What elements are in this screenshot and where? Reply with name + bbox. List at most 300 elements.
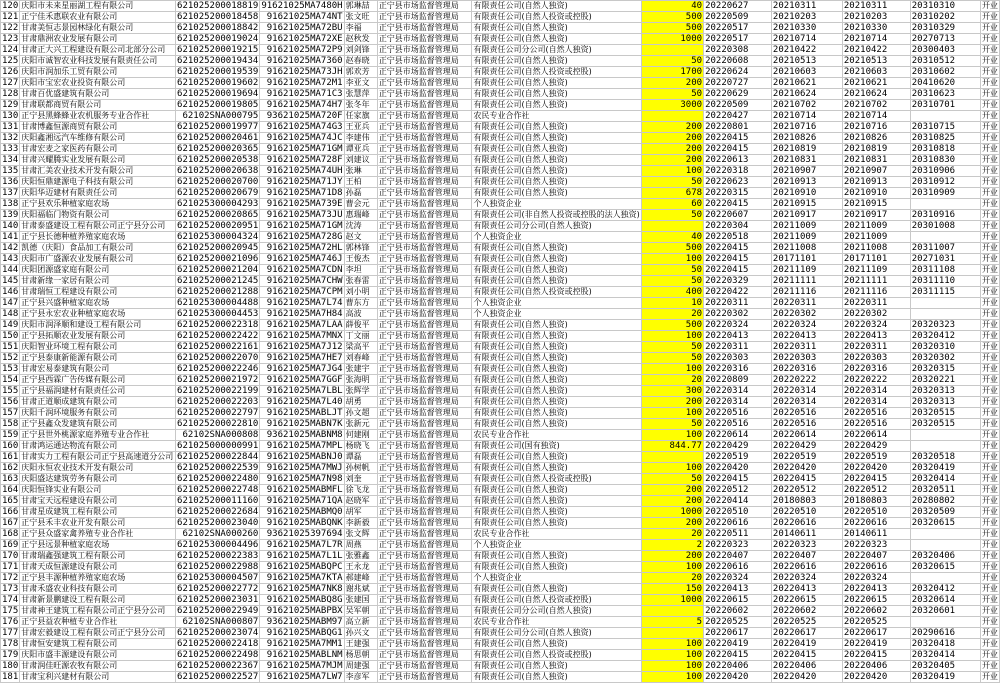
company-type-cell[interactable]: 农民专业合作社: [472, 430, 641, 441]
business-start-cell[interactable]: 20220614: [842, 430, 910, 441]
credit-code-cell[interactable]: 91621025MA739E: [260, 199, 344, 210]
business-start-cell[interactable]: 20220615: [842, 595, 910, 606]
credit-code-cell[interactable]: 91621025MA73JH: [260, 67, 344, 78]
company-name-cell[interactable]: 甘肃博鑫恒源商贸有限公司: [20, 122, 176, 133]
business-end-cell[interactable]: [910, 111, 980, 122]
row-number-cell[interactable]: 144: [2, 265, 19, 275]
status-cell[interactable]: 开业: [981, 188, 998, 197]
company-type-cell[interactable]: 有限责任公司(自然人独资): [472, 353, 641, 364]
approval-date-cell[interactable]: 20220406: [704, 661, 772, 672]
company-type-cell[interactable]: 有限责任公司(自然人独资): [472, 342, 641, 353]
capital-cell[interactable]: 200: [641, 155, 703, 166]
company-name-cell[interactable]: 甘肃瑞恒工程建设有限公司: [20, 287, 176, 298]
business-end-cell[interactable]: [910, 573, 980, 584]
established-date-cell[interactable]: 20140611: [771, 529, 842, 540]
business-end-cell[interactable]: [910, 617, 980, 628]
business-end-cell[interactable]: 20300403: [910, 45, 980, 56]
company-type-cell[interactable]: 个人独资企业: [472, 309, 641, 320]
business-start-cell[interactable]: 20211111: [842, 276, 910, 287]
established-date-cell[interactable]: 20210714: [771, 34, 842, 45]
business-end-cell[interactable]: 20320515: [910, 408, 980, 419]
registration-number-cell[interactable]: 621025200019434: [177, 56, 259, 66]
established-date-cell[interactable]: 20180803: [771, 496, 842, 507]
company-name-cell[interactable]: 甘肃恒安建筑工程有限公司: [20, 639, 176, 650]
authority-cell[interactable]: 正宁县市场监督管理局: [377, 166, 472, 177]
established-date-cell[interactable]: 20210831: [771, 155, 842, 166]
status-cell[interactable]: 开业: [981, 276, 998, 285]
row-number-cell[interactable]: 122: [2, 23, 19, 33]
status-cell[interactable]: 开业: [981, 540, 998, 549]
company-name-cell[interactable]: 庆阳智业环境工程有限公司: [20, 342, 176, 353]
authority-cell[interactable]: 正宁县市场监督管理局: [377, 375, 472, 386]
established-date-cell[interactable]: 20211009: [771, 221, 842, 232]
established-date-cell[interactable]: 20220413: [771, 331, 842, 342]
capital-cell[interactable]: 300: [641, 386, 703, 397]
registration-number-cell[interactable]: 621025200019024: [177, 34, 259, 44]
company-type-cell[interactable]: 有限责任公司(自然人独资): [472, 320, 641, 331]
business-end-cell[interactable]: 20271031: [910, 254, 980, 265]
credit-code-cell[interactable]: 91621025MA7MWJ: [260, 463, 344, 474]
company-type-cell[interactable]: 有限责任公司分公司(自然人独资): [472, 221, 641, 232]
authority-cell[interactable]: 正宁县市场监督管理局: [377, 650, 472, 661]
registration-number-cell[interactable]: 621025200018819: [177, 1, 259, 11]
row-number-cell[interactable]: 166: [2, 507, 19, 517]
legal-rep-cell[interactable]: 薛俊平: [344, 320, 377, 331]
capital-cell[interactable]: 200: [641, 78, 703, 89]
capital-cell[interactable]: 60: [641, 199, 703, 210]
legal-rep-cell[interactable]: 何建刚: [344, 430, 377, 441]
company-name-cell[interactable]: 甘肃鼎洲农业发展有限公司: [20, 34, 176, 45]
credit-code-cell[interactable]: 91621025MA72BU: [260, 23, 344, 34]
authority-cell[interactable]: 正宁县市场监督管理局: [377, 518, 472, 529]
capital-cell[interactable]: 844.77: [641, 441, 703, 452]
business-end-cell[interactable]: 20320405: [910, 661, 980, 672]
registration-number-cell[interactable]: 621025300004496: [177, 540, 259, 550]
company-name-cell[interactable]: 甘肃鸿运通达物流有限公司: [20, 441, 176, 452]
legal-rep-cell[interactable]: 徐飞龙: [344, 485, 377, 496]
business-end-cell[interactable]: 20310906: [910, 166, 980, 177]
established-date-cell[interactable]: 20210714: [771, 111, 842, 122]
business-start-cell[interactable]: 20210913: [842, 177, 910, 188]
credit-code-cell[interactable]: 91621025MA7L40: [260, 397, 344, 408]
company-type-cell[interactable]: 农民专业合作社: [472, 617, 641, 628]
capital-cell[interactable]: 100: [641, 331, 703, 342]
approval-date-cell[interactable]: 20220509: [704, 100, 772, 111]
status-cell[interactable]: 开业: [981, 100, 998, 109]
registration-number-cell[interactable]: 621025200020700: [177, 177, 259, 187]
capital-cell[interactable]: 10: [641, 298, 703, 309]
row-number-cell[interactable]: 140: [2, 221, 19, 231]
credit-code-cell[interactable]: 91621025MA7JG4: [260, 364, 344, 375]
business-start-cell[interactable]: 20220314: [842, 386, 910, 397]
company-name-cell[interactable]: 甘肃新景鹏建设工程有限公司: [20, 595, 176, 606]
company-name-cell[interactable]: 正宁县泰康新能源有限公司: [20, 353, 176, 364]
business-end-cell[interactable]: 20311110: [910, 276, 980, 287]
company-type-cell[interactable]: 有限责任公司(自然人投资或控股): [472, 287, 641, 298]
registration-number-cell[interactable]: 62102SNA000795: [176, 111, 260, 122]
registration-number-cell[interactable]: 621025200021204: [177, 265, 259, 275]
authority-cell[interactable]: 正宁县市场监督管理局: [377, 254, 472, 265]
approval-date-cell[interactable]: 20220308: [704, 45, 772, 56]
row-number-cell[interactable]: 160: [2, 441, 19, 451]
registration-number-cell[interactable]: 621025200020638: [177, 166, 259, 176]
legal-rep-cell[interactable]: 谢兆斌: [344, 584, 377, 595]
legal-rep-cell[interactable]: 张海明: [344, 375, 377, 386]
capital-cell[interactable]: 100: [641, 364, 703, 375]
approval-date-cell[interactable]: 20220415: [704, 265, 772, 276]
legal-rep-cell[interactable]: 张建国: [344, 595, 377, 606]
row-number-cell[interactable]: 165: [2, 496, 19, 506]
registration-number-cell[interactable]: 621025200022539: [177, 463, 259, 473]
company-name-cell[interactable]: 甘肃润佳旺源农牧有限公司: [20, 661, 176, 672]
company-type-cell[interactable]: 个人独资企业: [472, 298, 641, 309]
established-date-cell[interactable]: 20210826: [771, 133, 842, 144]
company-type-cell[interactable]: 有限责任公司(自然人独资): [472, 265, 641, 276]
row-number-cell[interactable]: 174: [2, 595, 19, 605]
authority-cell[interactable]: 正宁县市场监督管理局: [377, 606, 472, 617]
legal-rep-cell[interactable]: 王建强: [344, 639, 377, 650]
business-end-cell[interactable]: 20310825: [910, 133, 980, 144]
business-start-cell[interactable]: 20220617: [842, 628, 910, 639]
business-start-cell[interactable]: 20220407: [842, 551, 910, 562]
capital-cell[interactable]: 100: [641, 639, 703, 650]
registration-number-cell[interactable]: 621025200023074: [177, 628, 259, 638]
status-cell[interactable]: 开业: [981, 496, 998, 505]
authority-cell[interactable]: 正宁县市场监督管理局: [377, 210, 472, 221]
company-name-cell[interactable]: 正宁县鑫众发建筑有限公司: [20, 419, 176, 430]
row-number-cell[interactable]: 152: [2, 353, 19, 363]
established-date-cell[interactable]: 20210702: [771, 100, 842, 111]
status-cell[interactable]: 开业: [981, 243, 998, 252]
legal-rep-cell[interactable]: 刘奎: [344, 474, 377, 485]
company-name-cell[interactable]: 庆阳市诚智农业科技发展有限责任公司: [20, 56, 176, 67]
company-type-cell[interactable]: 有限责任公司分公司(自然人独资): [472, 628, 641, 639]
authority-cell[interactable]: 正宁县市场监督管理局: [377, 298, 472, 309]
business-end-cell[interactable]: 20320418: [910, 639, 980, 650]
company-name-cell[interactable]: 庆阳盛达建筑劳务有限公司: [20, 474, 176, 485]
authority-cell[interactable]: 正宁县市场监督管理局: [377, 430, 472, 441]
status-cell[interactable]: 开业: [981, 562, 998, 571]
company-name-cell[interactable]: 正宁县益农种植专业合作社: [20, 617, 176, 628]
business-end-cell[interactable]: 20320412: [910, 331, 980, 342]
legal-rep-cell[interactable]: 刘建议: [344, 155, 377, 166]
established-date-cell[interactable]: 20210917: [771, 210, 842, 221]
established-date-cell[interactable]: 20220615: [771, 595, 842, 606]
approval-date-cell[interactable]: 20220413: [704, 331, 772, 342]
business-start-cell[interactable]: 20220420: [842, 463, 910, 474]
business-start-cell[interactable]: 20210915: [842, 199, 910, 210]
business-start-cell[interactable]: 20220420: [842, 672, 910, 683]
row-number-cell[interactable]: 181: [2, 672, 19, 682]
status-cell[interactable]: 开业: [981, 210, 998, 219]
status-cell[interactable]: 开业: [981, 155, 998, 164]
status-cell[interactable]: 开业: [981, 584, 998, 593]
company-type-cell[interactable]: 有限责任公司(自然人独资): [472, 144, 641, 155]
credit-code-cell[interactable]: 91621025MA71JY: [260, 177, 344, 188]
company-name-cell[interactable]: 正宁佳禾惠联农业有限公司: [20, 12, 176, 23]
business-end-cell[interactable]: 20310623: [910, 89, 980, 100]
row-number-cell[interactable]: 138: [2, 199, 19, 209]
capital-cell[interactable]: 3000: [641, 100, 703, 111]
legal-rep-cell[interactable]: 王柏: [344, 177, 377, 188]
company-type-cell[interactable]: 有限责任公司(自然人独资): [472, 661, 641, 672]
credit-code-cell[interactable]: 91621025MABQPC: [260, 562, 344, 573]
authority-cell[interactable]: 正宁县市场监督管理局: [377, 276, 472, 287]
approval-date-cell[interactable]: 20220303: [704, 353, 772, 364]
credit-code-cell[interactable]: 91621025MA71GM: [260, 221, 344, 232]
company-name-cell[interactable]: 庆阳市盛丰源建设有限公司: [20, 650, 176, 661]
capital-cell[interactable]: 100: [641, 562, 703, 573]
capital-cell[interactable]: 100: [641, 166, 703, 177]
legal-rep-cell[interactable]: 胡勇: [344, 397, 377, 408]
approval-date-cell[interactable]: 20220427: [704, 111, 772, 122]
credit-code-cell[interactable]: 91621025MA71C3: [260, 89, 344, 100]
credit-code-cell[interactable]: 91621025MA7KTA: [260, 573, 344, 584]
capital-cell[interactable]: 500: [641, 23, 703, 34]
authority-cell[interactable]: 正宁县市场监督管理局: [377, 243, 472, 254]
company-type-cell[interactable]: 有限责任公司(自然人投资或控股): [472, 67, 641, 78]
legal-rep-cell[interactable]: 张春雷: [344, 276, 377, 287]
company-type-cell[interactable]: 有限责任公司(自然人独资): [472, 672, 641, 683]
registration-number-cell[interactable]: 621025200019539: [177, 67, 259, 77]
approval-date-cell[interactable]: 20220324: [704, 320, 772, 331]
established-date-cell[interactable]: 20210311: [771, 1, 842, 12]
company-type-cell[interactable]: 有限责任公司(自然人独资): [472, 386, 641, 397]
row-number-cell[interactable]: 172: [2, 573, 19, 583]
established-date-cell[interactable]: 20220420: [771, 463, 842, 474]
company-type-cell[interactable]: 有限责任公司(自然人独资): [472, 188, 641, 199]
established-date-cell[interactable]: 20210624: [771, 89, 842, 100]
business-start-cell[interactable]: 20210826: [842, 133, 910, 144]
established-date-cell[interactable]: 20211116: [771, 287, 842, 298]
capital-cell[interactable]: 100: [641, 430, 703, 441]
business-start-cell[interactable]: 20220324: [842, 320, 910, 331]
legal-rep-cell[interactable]: 李彦军: [344, 672, 377, 683]
established-date-cell[interactable]: 20220616: [771, 562, 842, 573]
legal-rep-cell[interactable]: 惠瑞峰: [344, 210, 377, 221]
company-name-cell[interactable]: 甘肃兴耀腾实业发展有限公司: [20, 155, 176, 166]
row-number-cell[interactable]: 158: [2, 419, 19, 429]
established-date-cell[interactable]: 20220516: [771, 408, 842, 419]
capital-cell[interactable]: 100: [641, 408, 703, 419]
legal-rep-cell[interactable]: 梁高平: [344, 342, 377, 353]
business-end-cell[interactable]: 20320221: [910, 375, 980, 386]
registration-number-cell[interactable]: 621025200020679: [177, 188, 259, 198]
credit-code-cell[interactable]: 93621025397694: [260, 529, 344, 540]
registration-number-cell[interactable]: 62102SNA000260: [176, 529, 260, 540]
established-date-cell[interactable]: 20211009: [771, 232, 842, 243]
capital-cell[interactable]: 100: [641, 661, 703, 672]
capital-cell[interactable]: 5: [641, 617, 703, 628]
business-start-cell[interactable]: 20220413: [842, 584, 910, 595]
registration-number-cell[interactable]: 621025200022684: [177, 507, 259, 517]
business-end-cell[interactable]: [910, 199, 980, 210]
legal-rep-cell[interactable]: 吴军朝: [344, 606, 377, 617]
company-name-cell[interactable]: 庆阳市广盛源农业发展有限公司: [20, 254, 176, 265]
status-cell[interactable]: 开业: [981, 199, 998, 208]
registration-number-cell[interactable]: 621025200022203: [177, 397, 259, 407]
registration-number-cell[interactable]: 621025200011160: [177, 496, 259, 506]
established-date-cell[interactable]: 20220429: [771, 441, 842, 452]
approval-date-cell[interactable]: 20220415: [704, 199, 772, 210]
company-name-cell[interactable]: 庆阳市宝宏农业投资有限公司: [20, 78, 176, 89]
approval-date-cell[interactable]: 20220512: [704, 485, 772, 496]
business-end-cell[interactable]: 20320419: [910, 672, 980, 683]
authority-cell[interactable]: 正宁县市场监督管理局: [377, 12, 472, 23]
company-type-cell[interactable]: 有限责任公司(自然人投资或控股): [472, 650, 641, 661]
approval-date-cell[interactable]: 20220422: [704, 287, 772, 298]
capital-cell[interactable]: 50: [641, 56, 703, 67]
status-cell[interactable]: 开业: [981, 441, 998, 450]
credit-code-cell[interactable]: 93621025MABNM8: [260, 430, 344, 441]
credit-code-cell[interactable]: 91621025MA7MPL: [260, 441, 344, 452]
credit-code-cell[interactable]: 91621025MA7MNX: [260, 331, 344, 342]
established-date-cell[interactable]: 20210513: [771, 56, 842, 67]
business-end-cell[interactable]: [910, 430, 980, 441]
row-number-cell[interactable]: 153: [2, 364, 19, 374]
capital-cell[interactable]: 50: [641, 419, 703, 430]
company-type-cell[interactable]: 有限责任公司(自然人独资): [472, 56, 641, 67]
company-name-cell[interactable]: 甘肃天成恒源建设有限公司: [20, 562, 176, 573]
approval-date-cell[interactable]: 20220607: [704, 210, 772, 221]
company-type-cell[interactable]: 农民专业合作社: [472, 529, 641, 540]
company-name-cell[interactable]: 正宁县拓顺农业发展有限公司: [20, 331, 176, 342]
capital-cell[interactable]: 100: [641, 672, 703, 683]
legal-rep-cell[interactable]: 郭琳喆: [344, 1, 377, 12]
legal-rep-cell[interactable]: 高立新: [344, 617, 377, 628]
legal-rep-cell[interactable]: 孙文超: [344, 408, 377, 419]
company-type-cell[interactable]: 个人独资企业: [472, 573, 641, 584]
business-start-cell[interactable]: 20210203: [842, 12, 910, 23]
company-name-cell[interactable]: 正宁县远景种植家庭农场: [20, 540, 176, 551]
approval-date-cell[interactable]: 20220315: [704, 188, 772, 199]
business-start-cell[interactable]: 20220519: [842, 452, 910, 463]
company-name-cell[interactable]: 庆阳千润环境服务有限公司: [20, 408, 176, 419]
company-name-cell[interactable]: 正宁县黑蜂蜂业农机服务专业合作社: [20, 111, 176, 122]
approval-date-cell[interactable]: 20220518: [704, 232, 772, 243]
business-start-cell[interactable]: 20220512: [842, 485, 910, 496]
row-number-cell[interactable]: 164: [2, 485, 19, 495]
company-type-cell[interactable]: 有限责任公司(自然人独资): [472, 331, 641, 342]
company-type-cell[interactable]: 有限责任公司(自然人独资): [472, 122, 641, 133]
established-date-cell[interactable]: 20210910: [771, 188, 842, 199]
status-cell[interactable]: 开业: [981, 661, 998, 670]
business-end-cell[interactable]: 20320323: [910, 320, 980, 331]
credit-code-cell[interactable]: 91621025MA72P9: [260, 45, 344, 56]
row-number-cell[interactable]: 127: [2, 78, 19, 88]
company-type-cell[interactable]: 有限责任公司(自然人独资): [472, 419, 641, 430]
status-cell[interactable]: 开业: [981, 89, 998, 98]
status-cell[interactable]: 开业: [981, 166, 998, 175]
status-cell[interactable]: 开业: [981, 23, 998, 32]
authority-cell[interactable]: 正宁县市场监督管理局: [377, 573, 472, 584]
approval-date-cell[interactable]: 20220519: [704, 452, 772, 463]
capital-cell[interactable]: 50: [641, 342, 703, 353]
approval-date-cell[interactable]: 20220415: [704, 133, 772, 144]
business-end-cell[interactable]: 20270713: [910, 34, 980, 45]
business-end-cell[interactable]: 20320615: [910, 518, 980, 529]
approval-date-cell[interactable]: 20220314: [704, 397, 772, 408]
legal-rep-cell[interactable]: 赵晓军: [344, 496, 377, 507]
registration-number-cell[interactable]: 621025300004453: [177, 309, 259, 319]
legal-rep-cell[interactable]: 张文旺: [344, 12, 377, 23]
status-cell[interactable]: 开业: [981, 111, 998, 120]
authority-cell[interactable]: 正宁县市场监督管理局: [377, 496, 472, 507]
established-date-cell[interactable]: 20210716: [771, 122, 842, 133]
approval-date-cell[interactable]: 20220517: [704, 23, 772, 34]
company-name-cell[interactable]: 庆阳恒锋实业有限公司: [20, 485, 176, 496]
credit-code-cell[interactable]: 91621025MABMQ0: [260, 507, 344, 518]
legal-rep-cell[interactable]: 李新毅: [344, 518, 377, 529]
registration-number-cell[interactable]: 621025200020951: [177, 221, 259, 231]
legal-rep-cell[interactable]: 郭欢芳: [344, 67, 377, 78]
business-start-cell[interactable]: 20220314: [842, 397, 910, 408]
approval-date-cell[interactable]: 20220316: [704, 364, 772, 375]
company-type-cell[interactable]: 有限责任公司(自然人独资): [472, 551, 641, 562]
established-date-cell[interactable]: 20210915: [771, 199, 842, 210]
approval-date-cell[interactable]: 20220516: [704, 419, 772, 430]
authority-cell[interactable]: 正宁县市场监督管理局: [377, 364, 472, 375]
row-number-cell[interactable]: 154: [2, 375, 19, 385]
capital-cell[interactable]: [641, 221, 703, 232]
company-name-cell[interactable]: 甘肃宝利兴建材有限公司: [20, 672, 176, 683]
row-number-cell[interactable]: 142: [2, 243, 19, 253]
established-date-cell[interactable]: 20220516: [771, 419, 842, 430]
legal-rep-cell[interactable]: 王亚兵: [344, 122, 377, 133]
legal-rep-cell[interactable]: 杨思朝: [344, 650, 377, 661]
authority-cell[interactable]: 正宁县市场监督管理局: [377, 155, 472, 166]
established-date-cell[interactable]: 20220614: [771, 430, 842, 441]
established-date-cell[interactable]: 20220316: [771, 364, 842, 375]
capital-cell[interactable]: 2: [641, 540, 703, 551]
legal-rep-cell[interactable]: 张雅鑫: [344, 551, 377, 562]
authority-cell[interactable]: 正宁县市场监督管理局: [377, 353, 472, 364]
approval-date-cell[interactable]: 20220415: [704, 243, 772, 254]
status-cell[interactable]: 开业: [981, 342, 998, 351]
business-end-cell[interactable]: 20320518: [910, 452, 980, 463]
approval-date-cell[interactable]: 20220616: [704, 518, 772, 529]
credit-code-cell[interactable]: 91621025MA7HE7: [260, 353, 344, 364]
approval-date-cell[interactable]: 20220615: [704, 595, 772, 606]
legal-rep-cell[interactable]: 王俊杰: [344, 254, 377, 265]
registration-number-cell[interactable]: 621025200018842: [177, 23, 259, 33]
capital-cell[interactable]: [641, 111, 703, 122]
capital-cell[interactable]: 200: [641, 551, 703, 562]
business-end-cell[interactable]: 20320515: [910, 419, 980, 430]
row-number-cell[interactable]: 139: [2, 210, 19, 220]
row-number-cell[interactable]: 163: [2, 474, 19, 484]
business-end-cell[interactable]: 20280802: [910, 496, 980, 507]
business-end-cell[interactable]: 20310818: [910, 144, 980, 155]
row-number-cell[interactable]: 131: [2, 122, 19, 132]
business-end-cell[interactable]: 20320302: [910, 353, 980, 364]
approval-date-cell[interactable]: 20220419: [704, 639, 772, 650]
authority-cell[interactable]: 正宁县市场监督管理局: [377, 529, 472, 540]
row-number-cell[interactable]: 180: [2, 661, 19, 671]
row-number-cell[interactable]: 130: [2, 111, 19, 121]
status-cell[interactable]: 开业: [981, 78, 998, 87]
established-date-cell[interactable]: 20220512: [771, 485, 842, 496]
legal-rep-cell[interactable]: 赵秋发: [344, 34, 377, 45]
business-end-cell[interactable]: 20320511: [910, 485, 980, 496]
established-date-cell[interactable]: 20171101: [771, 254, 842, 265]
capital-cell[interactable]: 50: [641, 276, 703, 287]
capital-cell[interactable]: 1000: [641, 34, 703, 45]
registration-number-cell[interactable]: 621025200022318: [177, 320, 259, 330]
capital-cell[interactable]: 200: [641, 397, 703, 408]
authority-cell[interactable]: 正宁县市场监督管理局: [377, 144, 472, 155]
row-number-cell[interactable]: 141: [2, 232, 19, 242]
